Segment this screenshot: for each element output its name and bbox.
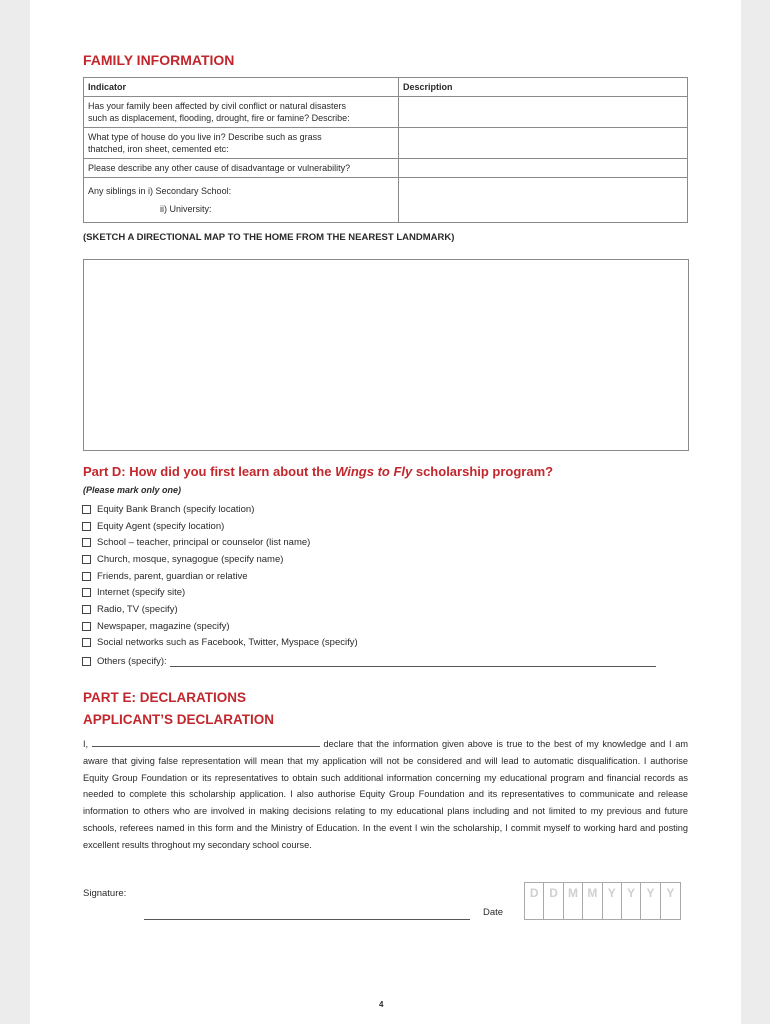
- option-label: Social networks such as Facebook, Twitter, Myspace (specify): [97, 637, 358, 649]
- date-box-day[interactable]: D: [544, 883, 563, 919]
- indicator-text: ii) University:: [160, 204, 212, 214]
- family-information-table: [83, 77, 688, 223]
- part-e-title: PART E: DECLARATIONS: [83, 690, 246, 705]
- indicator-text: What type of house do you live in? Describe such as grass: [88, 132, 322, 142]
- indicator-cell: [84, 128, 399, 159]
- option-label: Others (specify):: [97, 656, 167, 668]
- page-number: 4: [379, 1000, 384, 1009]
- part-d-title-suffix: scholarship program?: [412, 464, 554, 479]
- description-cell[interactable]: [399, 128, 688, 159]
- list-item: [82, 618, 656, 635]
- part-d-title: [83, 464, 553, 479]
- list-item: [82, 534, 656, 551]
- date-box-month[interactable]: M: [564, 883, 583, 919]
- checkbox[interactable]: [82, 572, 91, 581]
- signature-label: Signature:: [83, 888, 127, 899]
- applicant-declaration-title: APPLICANT’S DECLARATION: [83, 712, 274, 727]
- date-box-day[interactable]: D: [525, 883, 544, 919]
- option-label: Equity Bank Branch (specify location): [97, 503, 255, 515]
- map-sketch-box[interactable]: [83, 259, 689, 451]
- indicator-text: Has your family been affected by civil conflict or natural disasters: [88, 101, 346, 111]
- option-label: Newspaper, magazine (specify): [97, 620, 230, 632]
- checkbox[interactable]: [82, 605, 91, 614]
- date-box-year[interactable]: Y: [666, 886, 675, 900]
- option-label: Radio, TV (specify): [97, 603, 178, 615]
- checkbox[interactable]: [82, 538, 91, 547]
- list-item-others: [82, 653, 656, 670]
- indicator-header: Indicator: [84, 78, 399, 97]
- date-box-year[interactable]: Y: [622, 883, 641, 919]
- date-box-month[interactable]: M: [583, 883, 602, 919]
- declaration-prefix: I,: [83, 739, 89, 749]
- part-e-title-block: [83, 687, 274, 731]
- list-item: [82, 551, 656, 568]
- table-row: [84, 178, 688, 223]
- part-d-title-program: Wings to Fly: [335, 464, 413, 479]
- table-row: [84, 159, 688, 178]
- description-cell[interactable]: [399, 97, 688, 128]
- declaration-text: declare that the information given above is true to the best of my knowledge and I am aware that giving false representation will mean that my application will not be considered and will lead to automatic disqualification. I authorise Equity Group Foundation or its representatives to obtain such additional information concerning my educational program and financial records as needed to complete this scholarship application. I also authorise Equity Group Foundation and its representatives to communicate and release information to others who are involved in making decisions relating to my educational plans including and not limited to my previous and future schools, referees named in this form and the Ministry of Education. In the event I win the scholarship, I commit myself to working hard and posting excellent results throghout my secondary school course.: [83, 739, 689, 850]
- option-label: Equity Agent (specify location): [97, 520, 225, 532]
- applicant-name-field[interactable]: [92, 738, 320, 747]
- date-field[interactable]: [524, 882, 681, 920]
- checkbox[interactable]: [82, 555, 91, 564]
- date-box-year[interactable]: Y: [641, 883, 660, 919]
- option-label: Friends, parent, guardian or relative: [97, 570, 248, 582]
- option-label: Internet (specify site): [97, 587, 186, 599]
- indicator-text: thatched, iron sheet, cemented etc:: [88, 144, 229, 154]
- description-cell[interactable]: [399, 178, 688, 223]
- list-item: [82, 635, 656, 652]
- date-box-year[interactable]: Y: [603, 883, 622, 919]
- checkbox[interactable]: [82, 522, 91, 531]
- description-cell[interactable]: [399, 159, 688, 178]
- list-item: [82, 501, 656, 518]
- indicator-text: Any siblings in i) Secondary School:: [88, 186, 232, 196]
- option-label: Church, mosque, synagogue (specify name): [97, 553, 284, 565]
- part-d-title-prefix: Part D: How did you first learn about the: [83, 464, 336, 479]
- option-label: School – teacher, principal or counselor (list name): [97, 537, 311, 549]
- checkbox[interactable]: [82, 657, 91, 666]
- indicator-cell: [84, 97, 399, 128]
- map-instruction: (SKETCH A DIRECTIONAL MAP TO THE HOME FROM THE NEAREST LANDMARK): [83, 232, 455, 243]
- signature-field[interactable]: [144, 919, 470, 920]
- date-label: Date: [483, 907, 504, 918]
- indicator-text: such as displacement, flooding, drought, fire or famine? Describe:: [88, 113, 350, 123]
- source-option-list: [82, 501, 656, 670]
- checkbox[interactable]: [82, 505, 91, 514]
- family-information-title: FAMILY INFORMATION: [83, 52, 235, 68]
- description-header: Description: [399, 78, 688, 97]
- list-item: [82, 601, 656, 618]
- indicator-cell: [84, 159, 399, 178]
- checkbox[interactable]: [82, 588, 91, 597]
- indicator-cell: [84, 178, 399, 223]
- list-item: [82, 584, 656, 601]
- part-d-note: (Please mark only one): [83, 485, 182, 495]
- checkbox[interactable]: [82, 622, 91, 631]
- declaration-paragraph: [83, 736, 688, 854]
- list-item: [82, 568, 656, 585]
- indicator-text: Please describe any other cause of disadvantage or vulnerability?: [88, 163, 351, 173]
- table-row: [84, 128, 688, 159]
- checkbox[interactable]: [82, 638, 91, 647]
- list-item: [82, 518, 656, 535]
- table-header-row: [84, 78, 688, 97]
- table-row: [84, 97, 688, 128]
- document-page: [30, 0, 741, 1024]
- others-specify-field[interactable]: [170, 657, 656, 667]
